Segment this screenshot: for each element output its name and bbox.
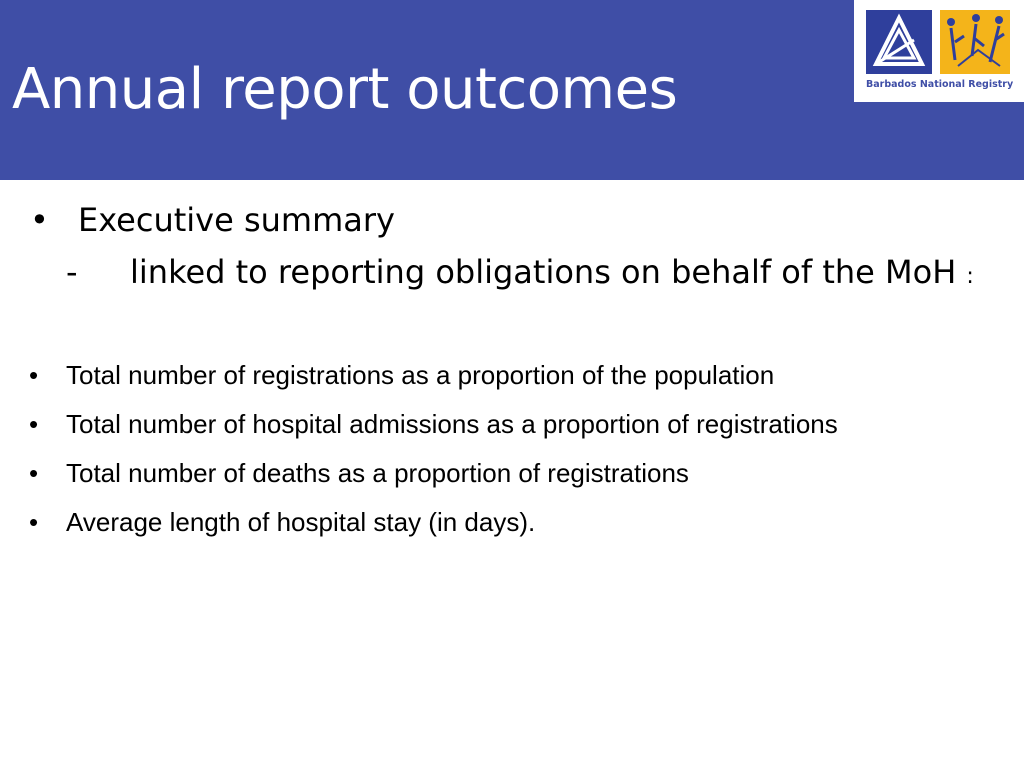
subitem-colon: : bbox=[966, 264, 974, 289]
bullet-icon: • bbox=[29, 458, 39, 488]
executive-summary-label: Executive summary bbox=[78, 201, 395, 239]
list-item-text: Total number of registrations as a proportion of the population bbox=[66, 360, 775, 390]
dash-marker: - bbox=[66, 253, 78, 291]
subitem-text: linked to reporting obligations on behalf of the MoH bbox=[130, 253, 957, 291]
list-item-text: Total number of deaths as a proportion of registrations bbox=[66, 458, 689, 488]
subitem-text-wrap bbox=[130, 252, 1010, 297]
list-item bbox=[0, 356, 936, 394]
logo-caption: Barbados National Registry bbox=[866, 79, 1014, 90]
bullet-icon: • bbox=[29, 409, 39, 439]
list-item bbox=[0, 454, 936, 492]
list-item-text: Average length of hospital stay (in days). bbox=[66, 507, 536, 537]
bullet-icon: • bbox=[29, 507, 39, 537]
outcome-list bbox=[0, 356, 936, 552]
slide-header bbox=[0, 0, 1024, 180]
bullet-icon: • bbox=[30, 201, 49, 239]
list-item-text: Total number of hospital admissions as a proportion of registrations bbox=[66, 409, 838, 439]
list-item bbox=[0, 405, 936, 443]
list-item bbox=[0, 503, 936, 541]
slide-title: Annual report outcomes bbox=[12, 57, 678, 122]
bullet-icon: • bbox=[29, 360, 39, 390]
logo bbox=[854, 0, 1024, 102]
